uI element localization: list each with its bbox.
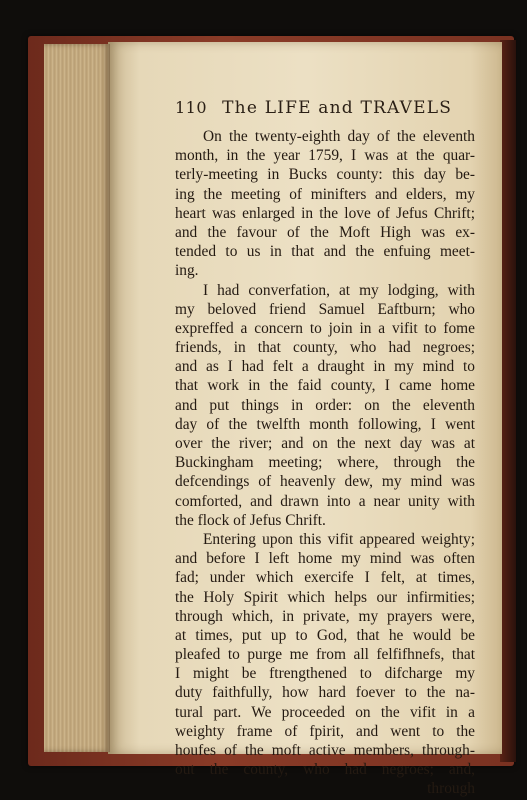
text-line: my beloved friend Samuel Eaftburn; who <box>175 300 475 318</box>
running-head: The LIFE and TRAVELS <box>222 98 453 118</box>
text-line: houfes of the moft active members, through- <box>175 742 475 759</box>
text-line: and the favour of the Moft High was ex- <box>175 223 475 241</box>
text-line: out the county, who had negroes; and, <box>175 761 475 779</box>
text-line: Entering upon this vifit appeared weighty; <box>203 530 475 548</box>
text-line: and before I left home my mind was often <box>175 550 475 568</box>
page-edges <box>44 44 110 752</box>
page-number: 110 <box>175 98 208 117</box>
text-line: friends, in that county, who had negroes; <box>175 339 475 357</box>
text-line: the Holy Spirit which helps our infirmities; <box>175 588 475 606</box>
text-line: duty faithfully, how hard foever to the na- <box>175 684 475 702</box>
text-line: terly-meeting in Bucks county: this day be- <box>175 166 475 184</box>
text-line: weighty frame of fpirit, and went to the <box>175 722 475 740</box>
text-line: pleafed to purge me from all felfifhnefs, that <box>175 646 475 664</box>
text-line: day of the twelfth month following, I went <box>175 415 475 433</box>
text-line: tural part. We proceeded on the vifit in a <box>175 703 475 721</box>
text-line: expreffed a concern to join in a vifit to fome <box>175 319 475 337</box>
text-line: month, in the year 1759, I was at the quar- <box>175 147 475 165</box>
text-line: and put things in order: on the eleventh <box>175 396 475 414</box>
text-line: at times, put up to God, that he would be <box>175 626 475 644</box>
text-line: over the river; and on the next day was at <box>175 435 475 452</box>
text-line: On the twenty-eighth day of the eleventh <box>203 128 475 145</box>
text-line: I had converfation, at my lodging, with <box>203 281 475 299</box>
text-line: that work in the faid county, I came home <box>175 377 475 395</box>
text-line: ing the meeting of minifters and elders, my <box>175 185 475 203</box>
text-line: tended to us in that and the enfuing meet- <box>175 243 475 261</box>
text-line: I might be ftrengthened to difcharge my <box>175 665 475 683</box>
text-line: comforted, and drawn into a near unity with <box>175 492 475 510</box>
text-line: fad; under which exercife I felt, at times, <box>175 569 475 587</box>
text-line: through which, in private, my prayers were, <box>175 607 475 625</box>
page-header <box>175 98 465 122</box>
text-line: heart was enlarged in the love of Jefus Chrift; <box>175 204 475 222</box>
text-line: and as I had felt a draught in my mind to <box>175 358 475 376</box>
body-text <box>175 127 475 799</box>
text-line: ing. <box>175 262 199 280</box>
cover-edge-right <box>500 40 516 762</box>
text-line: defcendings of heavenly dew, my mind was <box>175 473 475 491</box>
catchword: through <box>427 780 475 798</box>
text-line: Buckingham meeting; where, through the <box>175 454 475 472</box>
text-line: the flock of Jefus Chrift. <box>175 511 326 529</box>
